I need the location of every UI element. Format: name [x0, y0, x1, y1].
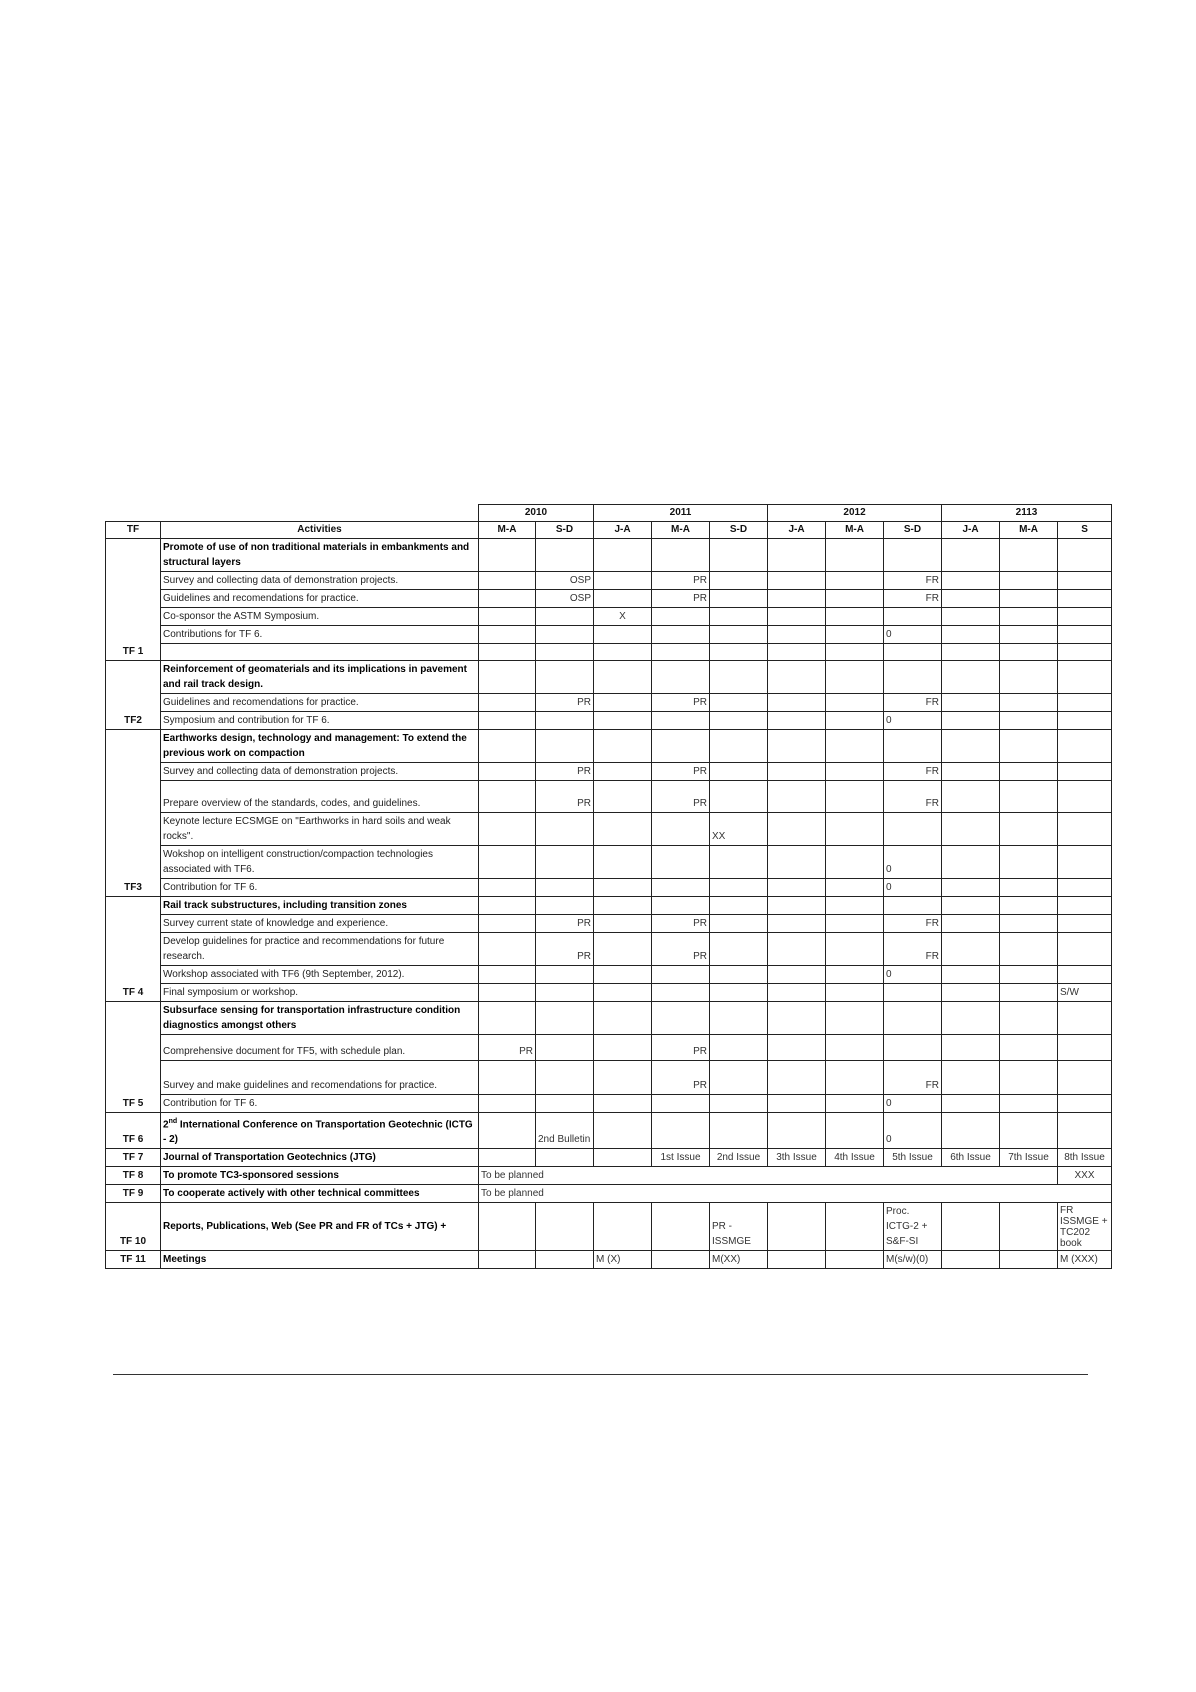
issue-cell: 2nd Issue — [710, 1149, 768, 1167]
year-2113: 2113 — [942, 505, 1112, 522]
table-row — [106, 661, 1112, 694]
milestone-cell: FR — [884, 781, 942, 813]
period-header: M-A — [652, 522, 710, 539]
activity-cell: Comprehensive document for TF5, with schedule plan. — [161, 1035, 479, 1061]
tf-label: TF 6 — [106, 1113, 161, 1149]
milestone-cell: XXX — [1058, 1167, 1112, 1185]
milestone-cell: 0 — [884, 846, 942, 879]
milestone-cell: Proc. ICTG-2 + S&F-SI — [884, 1203, 942, 1251]
table-row — [106, 1203, 1112, 1251]
tf-label: TF 1 — [106, 539, 161, 661]
milestone-cell: FR ISSMGE + TC202 book — [1058, 1203, 1112, 1251]
table-row — [106, 694, 1112, 712]
milestone-cell: PR — [536, 763, 594, 781]
activity-cell: Workshop associated with TF6 (9th September, 2012). — [161, 966, 479, 984]
tf-label: TF 9 — [106, 1185, 161, 1203]
milestone-cell: OSP — [536, 572, 594, 590]
activity-cell: Survey and collecting data of demonstration projects. — [161, 572, 479, 590]
period-header: M-A — [826, 522, 884, 539]
activity-cell: Final symposium or workshop. — [161, 984, 479, 1002]
table-row — [106, 781, 1112, 813]
table-row — [106, 1251, 1112, 1269]
activity-cell: Symposium and contribution for TF 6. — [161, 712, 479, 730]
milestone-cell: 0 — [884, 966, 942, 984]
table-row — [106, 984, 1112, 1002]
tf-label: TF 5 — [106, 1002, 161, 1113]
year-2011: 2011 — [594, 505, 768, 522]
milestone-cell: PR — [652, 763, 710, 781]
milestone-cell: 2nd Bulletin — [536, 1113, 594, 1149]
activity-cell: Prepare overview of the standards, codes, and guidelines. — [161, 781, 479, 813]
milestone-cell: OSP — [536, 590, 594, 608]
issue-cell: 1st Issue — [652, 1149, 710, 1167]
schedule-table — [105, 504, 1112, 1269]
tf-label: TF 4 — [106, 897, 161, 1002]
status-note: To be planned — [479, 1185, 1112, 1203]
table-row — [106, 730, 1112, 763]
activities-header: Activities — [161, 522, 479, 539]
table-row — [106, 1061, 1112, 1095]
activity-cell: Develop guidelines for practice and recommendations for future research. — [161, 933, 479, 966]
task-force-title: 2nd International Conference on Transportation Geotechnic (ICTG - 2) — [161, 1113, 479, 1149]
task-force-title: Subsurface sensing for transportation infrastructure condition diagnostics amongst others — [161, 1002, 479, 1035]
table-row — [106, 1035, 1112, 1061]
milestone-cell: FR — [884, 915, 942, 933]
period-header: M-A — [479, 522, 536, 539]
table-row — [106, 1113, 1112, 1149]
period-header: S-D — [710, 522, 768, 539]
issue-cell: 4th Issue — [826, 1149, 884, 1167]
activity-cell: Guidelines and recomendations for practice. — [161, 694, 479, 712]
activity-cell: Co-sponsor the ASTM Symposium. — [161, 608, 479, 626]
period-header: M-A — [1000, 522, 1058, 539]
table-row — [106, 626, 1112, 644]
milestone-cell: PR — [652, 590, 710, 608]
period-header: J-A — [942, 522, 1000, 539]
table-row — [106, 846, 1112, 879]
task-force-title: Journal of Transportation Geotechnics (JTG) — [161, 1149, 479, 1167]
task-force-title: Reports, Publications, Web (See PR and FR of TCs + JTG) + — [161, 1203, 479, 1251]
period-header: S — [1058, 522, 1112, 539]
table-row — [106, 1185, 1112, 1203]
issue-cell: 3th Issue — [768, 1149, 826, 1167]
activity-cell: Contribution for TF 6. — [161, 879, 479, 897]
task-force-title: Earthworks design, technology and management: To extend the previous work on compaction — [161, 730, 479, 763]
milestone-cell: PR — [652, 694, 710, 712]
milestone-cell: PR — [479, 1035, 536, 1061]
milestone-cell: 0 — [884, 1095, 942, 1113]
task-force-title: Rail track substructures, including transition zones — [161, 897, 479, 915]
period-header: S-D — [884, 522, 942, 539]
period-header: J-A — [594, 522, 652, 539]
table-row — [106, 1167, 1112, 1185]
milestone-cell: PR — [652, 1035, 710, 1061]
activity-cell: Wokshop on intelligent construction/compaction technologies associated with TF6. — [161, 846, 479, 879]
milestone-cell: PR — [536, 915, 594, 933]
milestone-cell: PR — [536, 694, 594, 712]
table-row — [106, 712, 1112, 730]
tf-label: TF 7 — [106, 1149, 161, 1167]
year-2010: 2010 — [479, 505, 594, 522]
activity-cell: Contributions for TF 6. — [161, 626, 479, 644]
status-note: To be planned — [479, 1167, 1058, 1185]
period-header-row — [106, 522, 1112, 539]
milestone-cell: FR — [884, 933, 942, 966]
table-row — [106, 644, 1112, 661]
period-header: S-D — [536, 522, 594, 539]
milestone-cell: PR — [536, 781, 594, 813]
task-force-title: To cooperate actively with other technical committees — [161, 1185, 479, 1203]
year-2012: 2012 — [768, 505, 942, 522]
activity-cell: Survey and make guidelines and recomendations for practice. — [161, 1061, 479, 1095]
milestone-cell: X — [594, 608, 652, 626]
milestone-cell: FR — [884, 572, 942, 590]
table-row — [106, 763, 1112, 781]
milestone-cell: PR — [652, 572, 710, 590]
milestone-cell: PR — [652, 915, 710, 933]
task-force-title: To promote TC3-sponsored sessions — [161, 1167, 479, 1185]
task-force-title: Promote of use of non traditional materials in embankments and structural layers — [161, 539, 479, 572]
milestone-cell: FR — [884, 763, 942, 781]
table-row — [106, 590, 1112, 608]
task-force-title: Meetings — [161, 1251, 479, 1269]
milestone-cell: XX — [710, 813, 768, 846]
milestone-cell: FR — [884, 694, 942, 712]
milestone-cell: M(XX) — [710, 1251, 768, 1269]
activity-cell: Contribution for TF 6. — [161, 1095, 479, 1113]
milestone-cell: PR — [652, 1061, 710, 1095]
tf-label: TF 10 — [106, 1203, 161, 1251]
milestone-cell: M(s/w)(0) — [884, 1251, 942, 1269]
milestone-cell: 0 — [884, 626, 942, 644]
table-row — [106, 915, 1112, 933]
footer-divider — [113, 1374, 1088, 1375]
milestone-cell: FR — [884, 1061, 942, 1095]
table-row — [106, 1002, 1112, 1035]
table-row — [106, 966, 1112, 984]
tf-header: TF — [106, 522, 161, 539]
issue-cell: 6th Issue — [942, 1149, 1000, 1167]
table-row — [106, 813, 1112, 846]
milestone-cell: 0 — [884, 1113, 942, 1149]
table-row — [106, 608, 1112, 626]
milestone-cell: M (X) — [594, 1251, 652, 1269]
issue-cell: 5th Issue — [884, 1149, 942, 1167]
milestone-cell: PR — [652, 781, 710, 813]
milestone-cell: M (XXX) — [1058, 1251, 1112, 1269]
milestone-cell: PR — [652, 933, 710, 966]
table-row — [106, 933, 1112, 966]
tf-label: TF 8 — [106, 1167, 161, 1185]
table-row — [106, 897, 1112, 915]
year-header-row — [106, 505, 1112, 522]
issue-cell: 7th Issue — [1000, 1149, 1058, 1167]
milestone-cell: S/W — [1058, 984, 1112, 1002]
task-force-title: Reinforcement of geomaterials and its implications in pavement and rail track design. — [161, 661, 479, 694]
milestone-cell: FR — [884, 590, 942, 608]
activity-cell: Survey current state of knowledge and experience. — [161, 915, 479, 933]
tf-label: TF2 — [106, 661, 161, 730]
issue-cell: 8th Issue — [1058, 1149, 1112, 1167]
table-row — [106, 539, 1112, 572]
milestone-cell: PR - ISSMGE — [710, 1203, 768, 1251]
table-row — [106, 1149, 1112, 1167]
table-row — [106, 879, 1112, 897]
period-header: J-A — [768, 522, 826, 539]
milestone-cell: 0 — [884, 879, 942, 897]
activity-cell: Keynote lecture ECSMGE on "Earthworks in hard soils and weak rocks". — [161, 813, 479, 846]
table-row — [106, 1095, 1112, 1113]
tf-label: TF 11 — [106, 1251, 161, 1269]
milestone-cell: PR — [536, 933, 594, 966]
tf-label: TF3 — [106, 730, 161, 897]
activity-cell: Survey and collecting data of demonstration projects. — [161, 763, 479, 781]
milestone-cell: 0 — [884, 712, 942, 730]
table-row — [106, 572, 1112, 590]
activity-cell: Guidelines and recomendations for practice. — [161, 590, 479, 608]
